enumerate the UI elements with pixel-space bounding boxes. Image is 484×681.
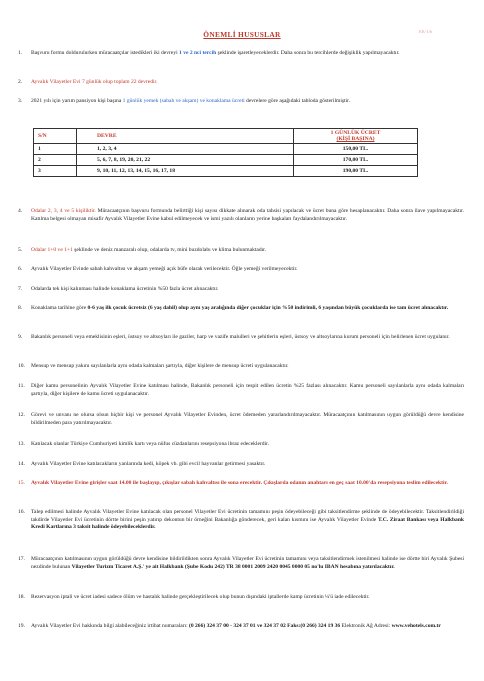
note-item-3 <box>18 98 464 106</box>
item-number: 9. <box>18 334 23 340</box>
note-item-17 <box>18 556 464 571</box>
cell-sn: 1 <box>34 144 77 155</box>
item-number: 14. <box>18 461 25 467</box>
item-number: 6. <box>18 266 23 272</box>
corner-mark: EK-1/b <box>419 29 432 34</box>
cell-sn: 3 <box>34 166 77 177</box>
item-number: 18. <box>18 594 25 600</box>
item-highlight: Ayvalık Vilayetler Evine girişler saat 14.00 ile başlayıp, çıkışlar sabah kahvaltısı ile sona erecektir. Çıkışlarda odanın anahtarı en geç saat 10.00'da resepsiyona teslim edilecektir. <box>31 480 448 486</box>
note-item-4 <box>18 208 464 223</box>
note-item-18 <box>18 594 464 602</box>
header-sn: S/N <box>34 129 77 144</box>
item-highlight: Odalar 2, 3, 4 ve 5 kişiliktir. <box>31 208 96 214</box>
item-number: 5. <box>18 247 23 253</box>
cell-fee: 170,00 TL. <box>294 155 418 166</box>
table-row <box>34 144 418 155</box>
note-item-15 <box>18 480 464 488</box>
header-fee <box>294 129 418 144</box>
item-number: 17. <box>18 556 25 562</box>
item-number: 16. <box>18 509 25 515</box>
item-number: 11. <box>18 383 25 389</box>
item-text: Talep edilmesi halinde Ayvalık Vilayetler Evine katılacak olan personel Vilayetler Evi ücretinin tamamını peşin ödeyebileceği gibi taksitlendirme şeklinde de ödeyebilecektir. Taksitlendirildiği takdirde Vilayetler Evi ücretinin dörtte birini peşin yatırıp dekontun bir örneğini Bakanlığa gönderecek, geri kalan kısmını ise Ayvalık Vilayetler Evinde <box>31 509 464 523</box>
item-number: 2. <box>18 79 23 85</box>
item-text: 2021 yılı için yarım pansiyon kişi başına <box>31 98 123 104</box>
item-text: Diğer kamu personelinin Ayvalık Vilayetler Evine katılması halinde, Bakanlık personeli için tespit edilen ücretin %25 fazlası alınacaktır. Kamu personeli sayılanlarla aynı odada kalmaları şartıyla, diğer kişilere de kamu ücreti uygulanacaktır. <box>31 383 464 397</box>
item-highlight: 0-6 yaş ilk çocuk ücretsiz (6 yaş dahil) olup aynı yaş aralığında diğer çocuklar için %50 indirimli, 6 yaşından büyük çocuklarda ise tam ücret alınacaktır. <box>87 305 449 311</box>
item-highlight: T.C. Ziraat Bankası veya Halkbank Kredi Kartlarına 3 taksit halinde ödeyebileceklerdir. <box>31 516 464 531</box>
table-header-row <box>34 129 418 144</box>
cell-fee: 190,00 TL. <box>294 166 418 177</box>
cell-devre: 9, 10, 11, 12, 13, 14, 15, 16, 17, 18 <box>77 166 294 177</box>
note-item-10 <box>18 363 464 371</box>
item-text: Müracaatçının başvuru formunda belirttiği kişi sayısı dikkate alınarak oda tahsisi yapılacak ve ücret buna göre hesaplanacaktır. Daha sonra ilave yapılmayacaktır. Katılma belgesi olmayan misafir Ayvalık Vilayetler Evine kabul edilmeyecek ve ismi yazılı olanların yerine başkaları faydalandırılmayacaktır. <box>31 208 464 222</box>
item-text: Bakanlık personeli veya emeklisinin eşleri, üstsoy ve altsoyları ile gaziler, harp ve vazife malulleri ve şehitlerin eşleri, üstsoy ve altsoylarına kurum personeli için belirlenen ücret uygulanır. <box>31 334 450 340</box>
item-highlight: Vilayetler Turizm Ticaret A.Ş.' ye ait Halkbank (Şube Kodu 242) TR 38 0001 2009 2420 0045 0000 05 no'lu IBAN hesabına yatırılacaktır. <box>71 563 395 570</box>
fee-table <box>33 128 418 177</box>
page-title: ÖNEMLİ HUSUSLAR <box>203 30 281 39</box>
item-text: Ayvalık Vilayetler Evine katılacakların yanlarında kedi, köpek vb. gibi evcil hayvanlar getirmesi yasaktır. <box>31 461 266 467</box>
item-number: 1. <box>18 50 23 56</box>
item-text: Odalarda tek kişi kalınması halinde konaklama ücretinin %50 fazla ücret alınacaktır. <box>31 286 219 292</box>
item-number: 19. <box>18 623 25 629</box>
item-number: 12. <box>18 412 25 418</box>
item-text: şeklinde ve deniz manzaralı olup, odalarda tv, mini buzdolabı ve klima bulunmaktadır. <box>72 247 267 253</box>
header-devre: DEVRE <box>77 129 294 144</box>
cell-sn: 2 <box>34 155 77 166</box>
contact-phones: (0 266) 324 37 00 - 324 37 01 ve 324 37 02 Faks:(0 266) 324 19 36 <box>189 623 341 629</box>
item-number: 4. <box>18 208 23 214</box>
item-text: Mensup ve mensup yakını sayılanlarla aynı odada kalmaları şartıyla, diğer kişilere de mensup ücreti uygulanacaktır. <box>31 363 289 369</box>
cell-devre: 1, 2, 3, 4 <box>77 144 294 155</box>
header-fee-line1: 1 GÜNLÜK ÜCRET <box>330 130 381 136</box>
note-item-19 <box>18 623 464 631</box>
item-text: Katılacak olanlar Türkiye Cumhuriyeti kimlik kartı veya nüfus cüzdanlarını resepsiyona ibraz edeceklerdir. <box>31 441 270 447</box>
item-text: Başvuru formu doldurulurken müracaatçılar istedikleri iki devreyi <box>31 50 180 56</box>
note-item-16 <box>18 509 464 532</box>
item-text: Görevi ve unvanı ne olursa olsun hiçbir kişi ve personel Ayvalık Vilayetler Evinden, ücret ödemeden yararlandırılmayacaktır. Müracaatçının katılmasının uygun görüldüğü devre kendisine bildirilmeden para yatırılmayacaktır. <box>31 412 464 426</box>
item-text: devrelere göre aşağıdaki tabloda gösterilmiştir. <box>244 98 351 104</box>
website-link[interactable]: www.vehotels.com.tr <box>391 623 441 629</box>
note-item-12 <box>18 412 464 427</box>
item-text: Rezervasyon iptali ve ücret iadesi sadece ölüm ve hastalık halinde gerçekleştirilecek olup bunun dışındaki iptallerde kamp ücretinin ¼'ü iade edilecektir. <box>31 594 370 600</box>
item-number: 7. <box>18 286 23 292</box>
item-highlight: Odalar 1+0 ve 1+1 <box>31 247 73 253</box>
cell-devre: 5, 6, 7, 8, 19, 20, 21, 22 <box>77 155 294 166</box>
note-item-1 <box>18 50 464 58</box>
item-text: Konaklama tarihine göre <box>31 305 88 311</box>
item-highlight: 1 ve 2 nci tercih <box>179 50 217 56</box>
cell-fee: 150,00 TL. <box>294 144 418 155</box>
item-highlight: Ayvalık Vilayetler Evi 7 günlük olup toplam 22 devredir. <box>31 79 158 85</box>
note-item-5 <box>18 247 464 255</box>
item-text: Ayvalık Vilayetler Evinde sabah kahvaltısı ve akşam yemeği açık büfe olarak verilecektir. Öğle yemeği verilmeyecektir. <box>31 266 298 272</box>
note-item-6 <box>18 266 464 274</box>
item-number: 13. <box>18 441 25 447</box>
item-number: 3. <box>18 98 23 104</box>
item-text: Ayvalık Vilayetler Evi hakkında bilgi alabileceğiniz irtibat numaraları: <box>31 623 190 629</box>
table-row <box>34 155 418 166</box>
note-item-9 <box>18 334 464 342</box>
note-item-8 <box>18 305 464 313</box>
note-item-11 <box>18 383 464 398</box>
item-highlight: 1 günlük yemek (sabah ve akşam) ve konaklama ücreti <box>122 98 245 104</box>
item-number: 15. <box>18 480 25 486</box>
note-item-7 <box>18 286 464 294</box>
header-fee-line2: (KİŞİ BAŞINA) <box>336 136 375 142</box>
note-item-13 <box>18 441 464 449</box>
note-item-14 <box>18 461 464 469</box>
note-item-2 <box>18 79 464 87</box>
item-number: 10. <box>18 363 25 369</box>
item-text: şeklinde işaretleyeceklerdir. Daha sonra bu tercihlerde değişiklik yapılmayacaktır. <box>216 50 400 56</box>
item-text: Müracaatçının katılmasının uygun görüldüğü devre kendisine bildirildikten sonra Ayvalık Vilayetler Evi ücretinin tamamını veya taksitlendirmek istenilmesi halinde ise dörtte biri Ayvalık Şubesi nezdinde bulunan <box>31 556 464 570</box>
item-number: 8. <box>18 305 23 311</box>
table-row <box>34 166 418 177</box>
item-text: Elektronik Ağ Adresi: <box>340 623 392 629</box>
